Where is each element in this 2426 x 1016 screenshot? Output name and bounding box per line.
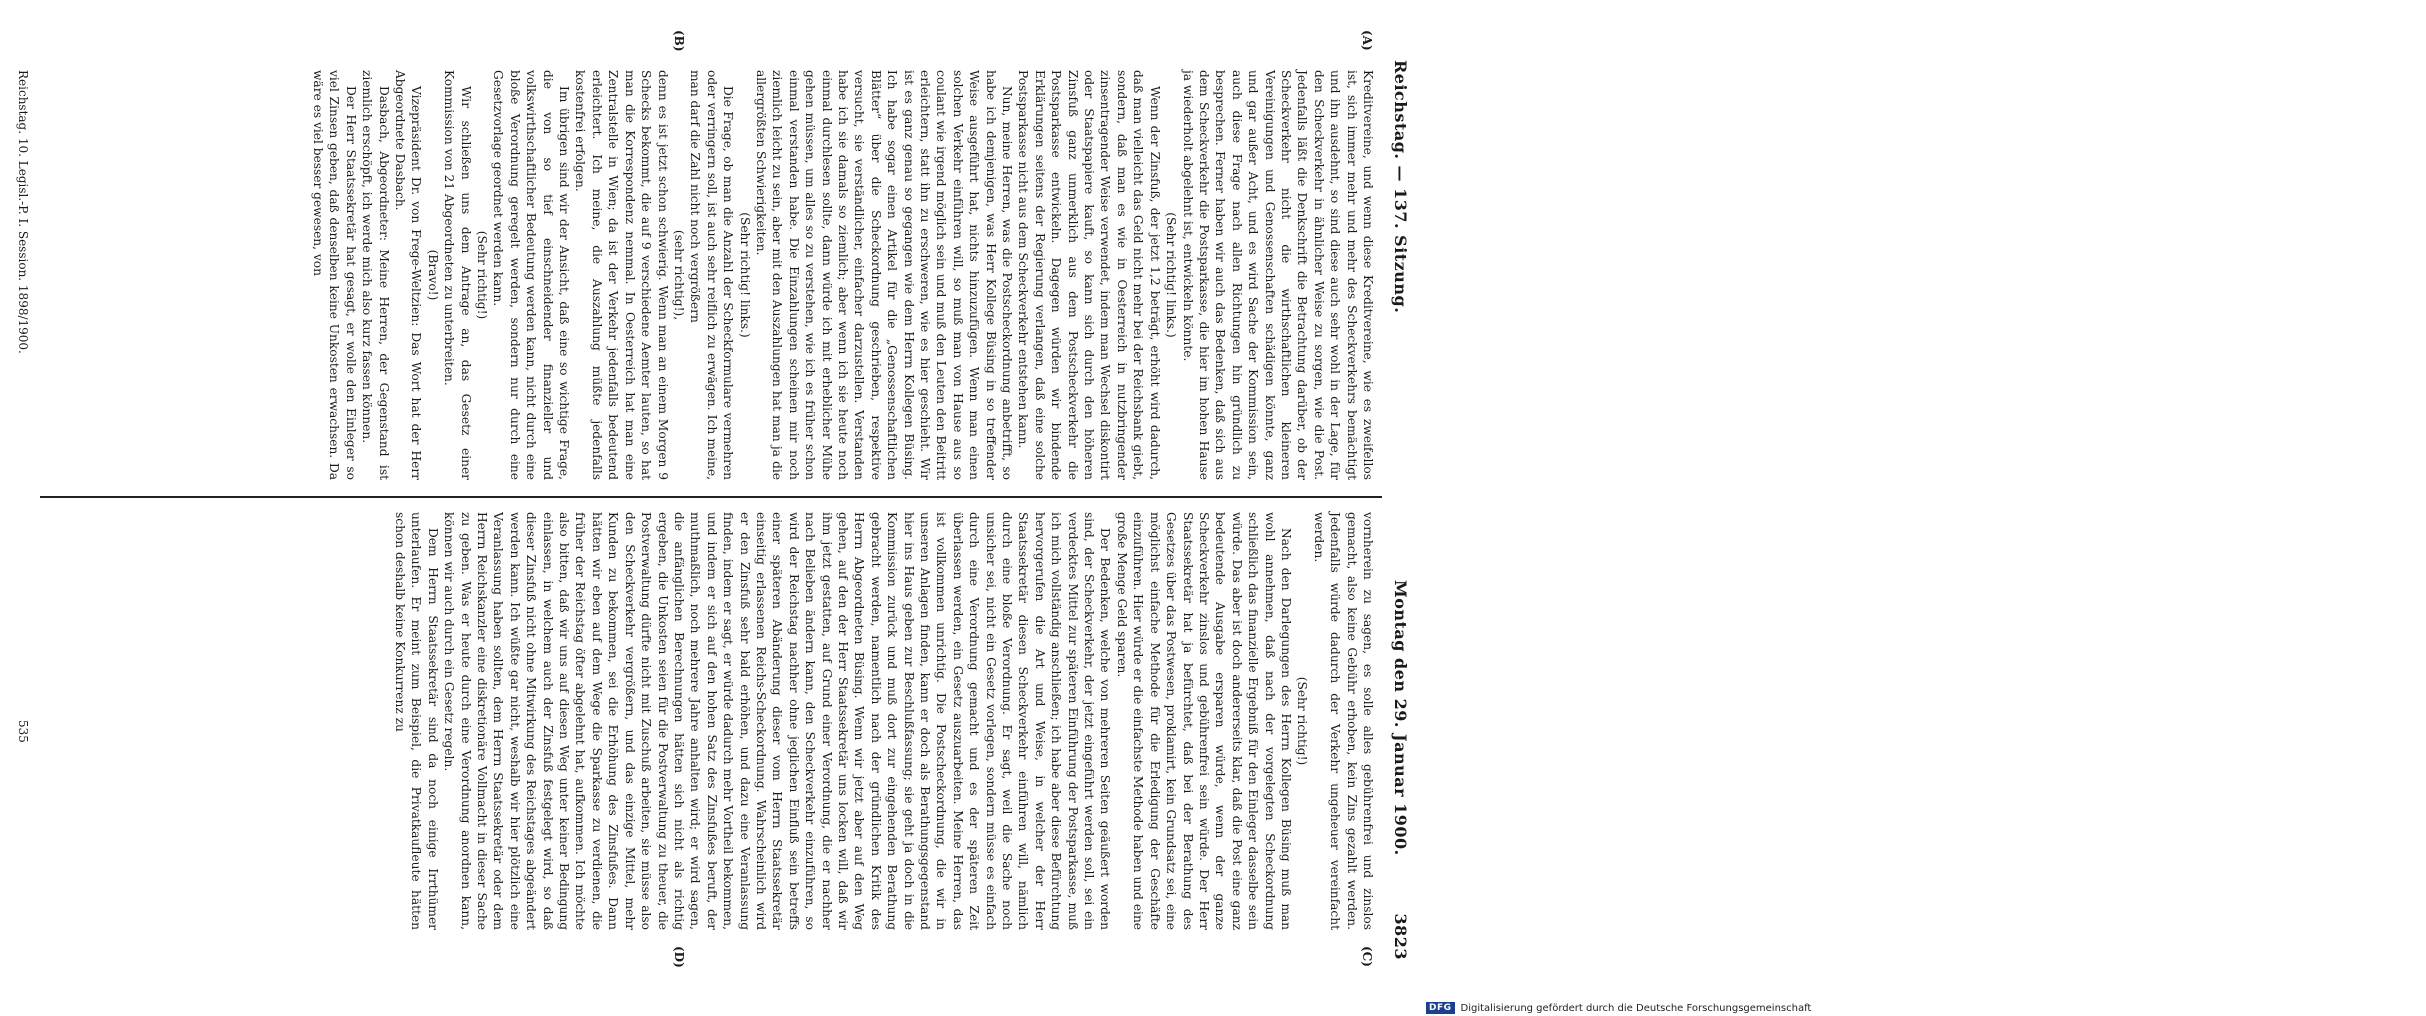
margin-mark-d: (D)	[672, 946, 686, 968]
paragraph: Vizepräsident Dr. von Frege-Weltzien: Das Wort hat der Herr Abgeordnete Dasbach.	[393, 70, 424, 480]
paragraph: (sehr richtig!),	[671, 229, 686, 321]
credit-text: Digitalisierung gefördert durch die Deutsche Forschungsgemeinschaft	[1460, 1002, 1812, 1014]
column-divider	[40, 496, 1382, 498]
page-number: 535	[16, 720, 30, 743]
paragraph: Wenn der Zinsfuß, der jetzt 1,2 beträgt, erhöht wird dadurch, daß man vielleicht das Geld nicht mehr bei der Reichsbank giebt, sondern, daß man es wie in Oesterreich in nutzbringender zinsentragender Weise verwendet, indem man Wechsel diskontirt oder Staatspapiere kauft, so kann sich durch den höheren Zinsfuß ganz unmerklich aus dem Postscheckverkehr die Postsparkasse entwickeln. Dagegen würden wir bindende Erklärungen seitens der Regierung verlangen, daß eine solche Postsparkasse nicht aus dem Scheckverkehr entstehen kann.	[1016, 70, 1162, 480]
left-column	[48, 70, 1376, 480]
header-page: 3823	[1391, 913, 1411, 960]
paragraph: (Sehr richtig! links.)	[1164, 212, 1179, 338]
paragraph: denn es ist jetzt schon schwierig. Wenn man an einem Morgen 9 Schecks bekommt, die auf 9 verschiedene Aemter lauten, so hat man die Korrespondenz nemmal. In Oesterreich hat man eine Zentralstelle in Wien; da ist der Verkehr jedenfalls bedeutend erleichtert. Ich meine, die Auszahlung müßte jedenfalls kostenfrei erfolgen.	[573, 70, 670, 480]
paragraph: Der Herr Staatssekretär hat gesagt, er wolle den Einleger so viel Zinsen geben, daß denselben keine Unkosten erwachsen. Da wäre es viel besser gewesen, von	[311, 70, 358, 480]
page-header	[1386, 60, 1416, 960]
paragraph: Der Bedenken, welche von mehreren Seiten geäußert worden sind, der Scheckverkehr, der jetzt eingeführt werden soll, sei ein verdecktes Mittel zur späteren Einführung der Postsparkasse, muß ich mich vollständig anschließen; ich habe aber diese Befürchtung hervorgerufen die Art und Weise, in welcher der Herr Staatssekretär diesen Scheckverkehr einführen will, nämlich durch eine bloße Verordnung. Er sagt, weil die Sache noch unsicher sei, nicht ein Gesetz vorlegen, sondern müsse es einfach durch eine Verordnung gemacht und es der späteren Zeit überlassen werden, ein Gesetz auszuarbeiten. Meine Herren, das ist vollkommen unrichtig. Die Postscheckordnung, die wir in unseren Anlagen finden, kann er doch als Berathungsgegenstand hier ins Haus geben zur Beschlußfassung; sie geht ja doch in die Kommission zurück und muß dort zur eingehenden Berathung gebracht werden, namentlich nach der gründlichen Kritik des Herrn Abgeordneten Büsing. Wenn wir jetzt aber auf den Weg gehen, auf den der Herr Staatssekretär uns locken will, daß wir ihm jetzt gestatten, auf Grund einer Verordnung, die er nachher nach Belieben ändern kann, den Scheckverkehr einzuführen, so wird der Reichstag nachher ohne jeglichen Einfluß sein betreffs einer späteren Abänderung dieser vom Herrn Staatssekretär einseitig erlassenen Reichs-Scheckordnung. Wahrscheinlich wird er den Zinsfuß sehr bald erhöhen, und dazu eine Veranlassung finden, indem er sagt, er würde dadurch mehr Vortheil bekommen, und indem er sich auf den hohen Satz des Zinsfußes beruft, der muthmaßlich, noch mehrere Jahre anhalten wird; er wird sagen, die anfänglichen Berechnungen hätten sich nicht als richtig ergeben, die Unkosten seien für die Postverwaltung zu theuer, die Postverwaltung dürfte nicht mit Zuschuß arbeiten, sie müsse also den Scheckverkehr vergrößern, und das einzige Mittel, mehr Kunden zu bekommen, sei die Erhöhung des Zinsfußes. Dann hätten wir eben auf dem Wege die Sparkasse zu verdienen, die früher der Reichstag öfter abgelehnt hat, aufkommen. Ich möchte also bitten, daß wir uns auf diesen Weg unter keiner Bedingung einlassen, in welchem auch der Zinsfuß festgelegt wird, so daß dieser Zinsfuß nicht ohne Mitwirkung des Reichstages abgeändert werden kann. Ich wüßte gar nicht, weshalb wir hier plötzlich eine Veranlassung haben sollten, dem Herrn Staatssekretär oder dem Herrn Reichskanzler eine diskretionäre Vollmacht in dieser Sache zu geben. Was er heute durch eine Verordnung anordnen kann, können wir auch durch ein Gesetz regeln.	[442, 512, 1113, 930]
margin-mark-a: (A)	[1360, 30, 1374, 51]
paragraph: Die Frage, ob man die Anzahl der Scheckformulare vermehren oder verringern soll, ist auch sehr reiflich zu erwägen. Ich meine, man darf die Zahl nicht noch vergrößern	[688, 70, 736, 480]
paragraph: (Bravo!)	[425, 249, 440, 301]
header-date: Montag den 29. Januar 1900.	[1391, 580, 1411, 856]
footer-source: Reichstag. 10. Legisl.-P. I. Session. 1898/1900.	[16, 70, 30, 354]
header-title: Reichstag. — 137. Sitzung.	[1391, 60, 1411, 314]
paragraph: Nun, meine Herren, was die Postscheckordnung anbetrifft, so habe ich demjenigen, was Herr Kollege Büsing in so treffender Weise ausgeführt hat, nichts hinzuzufügen. Wenn man einen solchen Verkehr einführen will, so muß man von Hause aus so coulant wie irgend möglich sein und muß den Leuten den Beitritt erleichtern, statt ihn zu erschweren, wie es hier geschieht. Wir ist es ganz genau so gegangen wie dem Herrn Kollegen Büsing. Ich habe sogar einen Artikel für die „Genossenschaftlichen Blätter“ über die Scheckordnung geschrieben, respektive versucht, sie verständlicher, einfacher darzustellen. Verstanden habe ich sie damals so ziemlich; aber wenn ich sie heute noch einmal durchlesen sollte, dann würde ich mit erheblicher Mühe gehen müssen, um alles so zu verstehen, wie ich es früher schon einmal verstanden habe. Die Einzahlungen scheinen mir noch ziemlich leicht zu sein, aber mit den Auszahlungen hat man ja die allergrößten Schwierigkeiten.	[753, 70, 1015, 480]
dfg-logo: DFG	[1426, 1002, 1455, 1014]
margin-mark-c: (C)	[1360, 946, 1374, 967]
paragraph: Wir schließen uns dem Antrage an, das Gesetz einer Kommission von 21 Abgeordneten zu unterbreiten.	[442, 70, 473, 480]
paragraph: vornherein zu sagen, es solle alles gebührenfrei und zinslos gemacht, also keine Gebühr erhoben, kein Zins gezahlt werden. Jedenfalls würde dadurch der Verkehr ungeheuer vereinfacht werden.	[1311, 512, 1375, 930]
paragraph: (Sehr richtig! links.)	[737, 212, 752, 338]
paragraph: Im übrigen sind wir der Ansicht, daß eine so wichtige Frage, die von so tief einschneidender finanzieller und volkswirthschaftlicher Bedeutung werden kann, nicht durch eine bloße Verordnung geregelt werden, sondern nur durch eine Gesetzvorlage geordnet werden kann.	[491, 70, 572, 480]
paragraph: Dem Herrn Staatssekretär sind da noch einige Irrthümer unterlaufen. Er meint zum Beispiel, die Privatkaufleute hätten schon deshalb keine Konkurrenz zu	[393, 512, 440, 930]
paragraph: Dasbach, Abgeordneter: Meine Herren, der Gegenstand ist ziemlich erschöpft, ich werde mich also kurz fassen können.	[360, 70, 391, 480]
paragraph: Kreditvereine, und wenn diese Kreditvereine, wie es zweifellos ist, sich immer mehr und mehr des Scheckverkehrs bemächtigt und ihn ausdehnt, so sind diese auch sehr wohl in der Lage, für den Scheckverkehr in ähnlicher Weise zu sorgen, wie die Post. Jedenfalls läßt die Denkschrift die Betrachtung darüber, ob der Scheckverkehr nicht die wirthschaftlichen kleineren Vereinigungen und Genossenschaften schädigen könnte, ganz und gar außer Acht, und es wird Sache der Kommission sein, auch diese Frage nach allen Richtungen hin gründlich zu besprechen. Ferner haben wir auch das Bedenken, daß sich aus dem Scheckverkehr die Postsparkasse, die hier im hohen Hause ja wiederholt abgelehnt ist, entwickeln könnte.	[1180, 70, 1375, 480]
margin-mark-b: (B)	[672, 30, 686, 52]
paragraph: Nach den Darlegungen des Herrn Kollegen Büsing muß man wohl annehmen, daß nach der vorgelegten Scheckordnung schließlich das finanzielle Ergebniß für den Einleger dasselbe sein würde. Das aber ist doch andererseits klar, daß die Post eine ganz bedeutende Ausgabe ersparen würde, wenn der ganze Scheckverkehr zinslos und gebührenfrei sein würde. Der Herr Staatssekretär hat ja befürchtet, daß bei der Berathung des Gesetzes über das Postwesen, proklamirt, kein Grundsatz sei, eine möglichst einfache Methode für die Erledigung der Geschäfte einzuführen. Hier würde er die einfachste Methode haben und eine große Menge Geld sparen.	[1114, 512, 1293, 930]
paragraph: (Sehr richtig!)	[475, 230, 490, 320]
right-column	[48, 512, 1376, 930]
paragraph: (Sehr richtig!)	[1295, 676, 1310, 766]
